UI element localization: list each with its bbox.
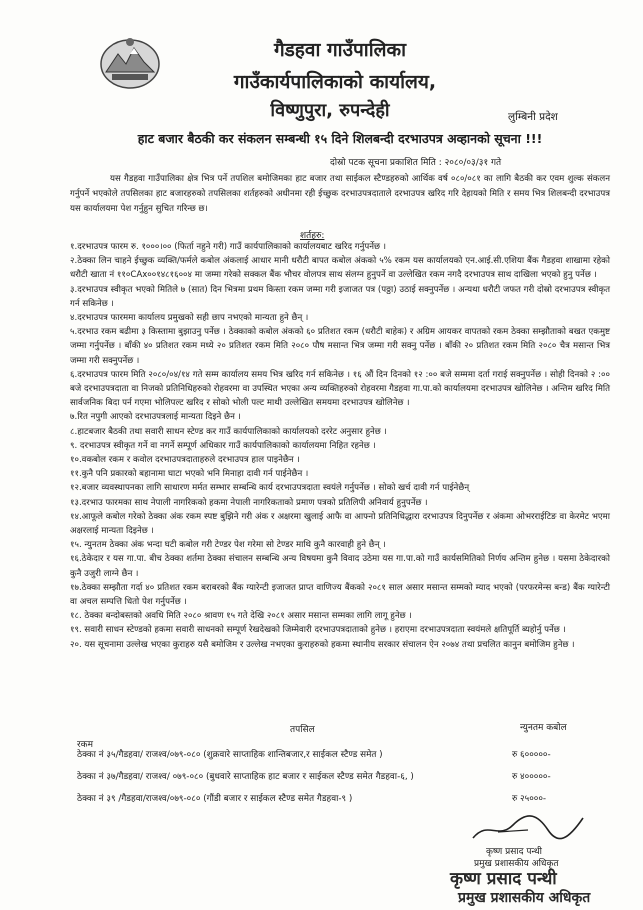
amount-label: रकम — [77, 740, 93, 750]
schedule-row-text: ठेक्का नं ३७/गैडहवा/ राजश्व/ ०७९-०८० (बुधवारे साप्ताहिक हाट बजार र साईकल स्टैण्ड समेत गैडहवा-६, ) — [77, 772, 414, 782]
condition-item: ५.दरभाउ रकम बढीमा ३ किस्तामा बुझाउनु पर्नेछ । ठेक्काको कबोल अंकको ६० प्रतिशत रकम (धरौटी बाहेक) र अग्रिम आयकर वापतको रकम ठेक्का सम्झौताको बखत एकमुष्ट जम्मा गर्नुपर्नेछ । बाँकी ४० प्रतिशत रकम मध्ये २० प्रतिशत रकम मिति २०८० पौष मसान्त भित्र जम्मा गरी सक्नु पर्नेछ । बाँकी २० प्रतिशत रकम मिति २०८० चैत्र मसान्त भित्र जम्मा गरी सक्नुपर्नेछ । — [70, 327, 610, 366]
condition-item: १८. ठेक्का बन्दोबस्तको अवधि मिति २०८० श्रावण १५ गते देखि २०८१ असार मसान्त सम्मका लागि लागू हुनेछ । — [70, 611, 412, 622]
schedule-row-amount: रु २५०००- — [512, 794, 547, 804]
stamp-name: कृष्ण प्रसाद पन्थी — [450, 869, 557, 889]
schedule-row-amount: रु ४०००००- — [512, 772, 551, 782]
condition-item: ९. दरभाउपत्र स्वीकृत गर्ने वा नगर्ने सम्पूर्ण अधिकार गाउँ कार्यपालिकाको कार्यालयमा निहित रहनेछ । — [70, 440, 376, 451]
condition-item: १०.वकबोल रकम र कवोल दरभाउपत्रदाताहरुले दरभाउपत्र हाल पाइनेछैन । — [70, 455, 300, 466]
schedule-heading: तपसिल — [290, 725, 315, 735]
condition-item: ६.दरभाउपत्र फारम मिति २०८०/०४/१४ गते सम्म कार्यालय समय भित्र खरिद गर्न सकिनेछ । १६ औं दिन दिनको १२ :०० बजे सम्ममा दर्ता गराई सक्नुपर्नेछ । सोही दिनको २ :०० बजे दरभाउपत्रदाता वा निजको प्रतिनिधिहरुको रोहवरमा वा उपस्थित भएका अन्य व्यक्तिहरुको रोहवरमा गैडहवा गा.पा.को कार्यालयमा दरभाउपत्र खोलिनेछ । अन्तिम खरिद मिति सार्वजनिक बिदा पर्न गएमा भोलिपल्ट खरिद र सोको भोली पल्ट माथी उल्लेखित समयमा दरभाउपत्र खोलिनेछ । — [70, 369, 610, 409]
condition-item: २.ठेक्का लिन चाहने ईच्छुक व्यक्ति/फर्मले कबोल अंकलाई आधार मानी धरौटी बापत कबोल अंकको ५% रकम यस कार्यालयको एन.आई.सी.एशिया बैंक गैडहवा शाखामा रहेको धरौटी खाता नं ११०CAx००१४८१६००४ मा जम्मा गरेको सक्कल बैंक भौचर वोलपत्र साथ संलग्न हुनुपर्ने वा उल्लेखित रकम नगदै दरभाउपत्र साथ दाखिला भएको हुनु पर्नेछ । — [70, 256, 610, 281]
condition-item: १७.ठेक्का सम्झौता गर्दा ४० प्रतिशत रकम बराबरको बैंक ग्यारेन्टी इजाजत प्राप्त वाणिज्य बैंकको २०८१ साल असार मसान्त सम्मको म्याद भएको (परफरमेन्स बन्ड) बैंक ग्यारेन्टी वा अचल सम्पत्ति धितो पेश गर्नुपर्नेछ । — [70, 582, 610, 608]
official-stamp — [440, 866, 615, 906]
stamp-role: प्रमुख प्रशासकीय अधिकृत — [458, 890, 591, 906]
province-label: लुम्बिनी प्रदेश — [508, 111, 558, 123]
condition-item: १५. न्युनतम ठेक्का अंक भन्दा घटी कबोल गरी टेण्डर पेश गरेमा सो टेण्डर माथि कुनै कारवाही हुने छैन् । — [70, 540, 386, 551]
schedule-row-text: ठेक्का नं ३५/गैडहवा/ राजश्व/०७९-०८० (शुक्रवारे साप्ताहिक शान्तिबजार,र साईकल स्टैण्ड समेत ) — [77, 750, 383, 760]
notice-title: हाट बजार बैठकी कर संकलन सम्बन्धी १५ दिने शिलबन्दी दरभाउपत्र अव्हानको सूचना !!! — [137, 131, 543, 146]
condition-item: १.दरभाउपत्र फारम रु. १०००।०० (फिर्ता नहुने गरी) गाउँ कार्यपालिकाको कार्यालयबाट खरिद गर्नुपर्नेछ । — [70, 242, 387, 252]
condition-item: १३.दरभाउ फारमका साथ नेपाली नागरिकको हकमा नेपाली नागरिकताको प्रमाण पत्रको प्रतिलिपी अनिवार्य हुनुपर्नेछ । — [70, 497, 428, 508]
intro-paragraph: यस गैडहवा गाउँपालिका क्षेत्र भित्र पर्ने तपशिल बमोजिमका हाट बजार तथा साईकल स्टैण्डहरुको आर्थिक वर्ष ०८०/०८१ का लागि बैठकी कर एवम शुल्क संकलन गर्नुपर्ने भएकोले तपसिलका हाट बजारहरुको तपसिलका शर्तहरुको अधीनमा रही ईच्छुक दरभाउपत्रदाताले दरभाउपत्र खरिद गरि देहायको मिति र समय भित्र शिलबन्दी दरभाउपत्र यस कार्यालयमा पेश गर्नुहुन सुचित गरिन्छ छ। — [70, 174, 610, 214]
office-name: गाउँकार्यपालिकाको कार्यालय, — [233, 71, 437, 93]
nepal-emblem-icon — [98, 34, 162, 90]
conditions-heading: शर्तहरु: — [300, 231, 325, 241]
handwritten-signature — [468, 810, 588, 845]
condition-item: २०. यस सूचनामा उल्लेख भएका कुराहरु यसै बमोजिम र उल्लेख नभएका कुराहरुको हकमा स्थानीय सरकार संचालन ऐन २०७४ तथा प्रचलित कानुन बमोजिम हुनेछ । — [70, 639, 575, 650]
office-location: विष्णुपुरा, रुपन्देही — [270, 100, 390, 121]
conditions-list — [70, 240, 610, 652]
condition-item: १६.ठेकेदार र यस गा.पा. बीच ठेक्का शर्तमा ठेक्का संचालन सम्बन्धि अन्य विषयमा कुनै विवाद उठेमा यस गा.पा.को गाउँ कार्यसमितिको निर्णय अन्तिम हुनेछ । यसमा ठेकेदारको कुनै उजुरी लाग्ने छैन । — [70, 554, 610, 579]
signer-name: कृष्ण प्रसाद पन्थी — [486, 847, 542, 857]
condition-item: ८.हाटबजार बैठकी तथा सवारी साधन स्टेण्ड कर गाउँ कार्यपालिकाको कार्यालयको दररेट अनुसार हुनेछ । — [70, 426, 387, 437]
signer-role: प्रमुख प्रशासकीय अधिकृत — [474, 859, 559, 869]
condition-item: ४.दरभाउपत्र फारममा कार्यालय प्रमुखको सही छाप नभएको मान्यता हुने छैन् । — [70, 313, 309, 324]
schedule-row-amount: रु ६०००००- — [512, 750, 551, 760]
municipality-name: गैडहवा गाउँपालिका — [273, 39, 407, 61]
condition-item: १२.बजार व्यवस्थापनका लागि साधारण मर्मत सम्भार सम्बन्धि कार्य दरभाउपत्रदाता स्वयंले गर्नुपर्नेछ । सोको खर्च दावी गर्न पाईनेछैन् — [70, 483, 470, 494]
second-notice-date: दोस्रो पटक सूचना प्रकाशित मिति : २०८०/०३/३१ गते — [330, 158, 502, 168]
condition-item: १९. सवारी साधन स्टेण्डको हकमा सवारी साधनको सम्पूर्ण रेखदेखको जिम्मेवारी दरभाउपत्रदाताको हुनेछ । हराएमा दरभाउपत्रदाता स्वयंमले क्षतिपूर्ति ब्यहोर्नु पर्नेछ । — [70, 625, 566, 636]
condition-item: ११.कुनै पनि प्रकारको बहानामा घाटा भएको भनि मिनाहा दावी गर्न पाईनेछैन । — [70, 469, 309, 480]
condition-item: ७.रित नपुगी आएको दरभाउपत्रलाई मान्यता दिइने छैन । — [70, 412, 241, 423]
condition-item: ३.दरभाउपत्र स्वीकृत भएको मितिले ७ (सात) दिन भित्रमा प्रथम किस्ता रकम जम्मा गरी इजाजत पत्र (पठ्ठा) उठाई सक्नुपर्नेछ । अन्यथा धरौटी जफत गरी दोस्रो दरभाउपत्र स्वीकृत गर्न सकिनेछ । — [70, 284, 610, 309]
condition-item: १४.आफूले कबोल गरेको ठेक्का अंक रकम स्पष्ट बुझिने गरी अंक र अक्षरमा खुलाई आफै वा आफ्नो प्रतिनिधिद्धारा दरभाउपत्र दिनुपर्नेछ र अंकमा ओभरराईटिङ वा केरमेट भएमा अक्षरलाई मान्यता दिइनेछ । — [70, 511, 610, 537]
schedule-row-text: ठेक्का नं ३९ /गैडहवा/राजश्व/०७९-०८० (गौंडी बजार र साईकल स्टैण्ड समेत गैडहवा-९ ) — [77, 794, 353, 804]
min-bid-label: न्युनतम कबोल — [520, 723, 567, 733]
